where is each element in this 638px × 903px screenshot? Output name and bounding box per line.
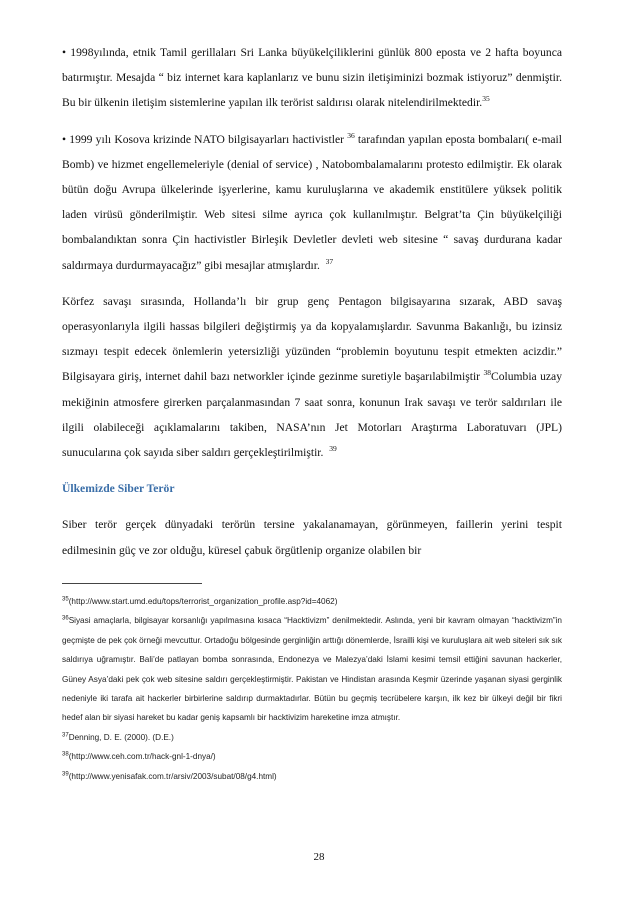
footnote-ref-39[interactable]: 39 <box>329 444 337 454</box>
footnote-ref-38[interactable]: 38 <box>483 368 491 378</box>
footnote-ref-36[interactable]: 36 <box>347 130 355 140</box>
page-number: 28 <box>313 851 325 863</box>
footnote-38: $^{38}$(http://www.ceh.com.tr/hack-gnl-1-dnya/) <box>62 751 216 762</box>
footnote-37: $^{37}$Denning, D. E. (2000). (D.E.) <box>62 732 174 742</box>
paragraph-2: • 1999 yılı Kosova krizinde NATO bilgisayarları hactivistler $^{36}$ tarafından yapılan eposta bombaları( e-mail Bomb) ve hizmet engellemeleriyle (denial of service) , Natobombalamalarını protesto edilmiştir. Ek olarak bütün doğu Avrupa ülkelerinde işyerlerine, kamu kuruluşlarına ve akademik enstitülere yüksek politik laden virüsü gönderilmiştir. Web sitesi silme ayrıca çok kullanılmıştır. Belgrat’ta Çin büyükelçiliği bombalandıktan sonra Çin hactivistler Birleşik Devletler devleti web sitesine “ savaş durdurana kadar saldırmaya durdurmayacağız” gibi mesajlar atmışlardır. $^{37}$ <box>62 130 562 272</box>
paragraph-4: Siber terör gerçek dünyadaki terörün tersine yakalanamayan, görünmeyen, faillerin yerini tespit edilmesinin güç ve zor olduğu, küresel çabuk örgütlenip organize olabilen bir <box>62 518 562 557</box>
paragraph-3: Körfez savaşı sırasında, Hollanda’lı bir grup genç Pentagon bilgisayarına sızarak, ABD savaş operasyonlarıyla ilgili hassas bilgileri değiştirmiş ya da kopyalamışlardır. Savunma Bakanlığı, bu izinsiz sızmayı tespit edecek önlemlerin yetersizliği yüzünden “problemin boyutunu tespit etmekten acizdir.” Bilgisayara giriş, internet dahil bazı networkler içinde gezinme suretiyle başarılabilmiştir $^{38}$Columbia uzay mekiğinin atmosfere girerken parçalanmasından 7 saat sonra, konunun Irak savaşı ve terör saldırıları ile ilgili olabileceği açıklamalarını takiben, NASA’nın Jet Motorları Araştırma Laboratuvarı (JPL) sunucularına çok sayıda siber saldırı gerçekleştirilmiştir. $^{39}$ <box>62 294 562 460</box>
footnote-39: $^{39}$(http://www.yenisafak.com.tr/arsiv/2003/subat/08/g4.html) <box>62 770 277 781</box>
section-heading: Ülkemizde Siber Terör <box>62 482 175 496</box>
footnote-ref-37[interactable]: 37 <box>325 256 334 266</box>
footnote-35: $^{35}$(http://www.start.umd.edu/tops/terrorist_organization_profile.asp?id=4062) <box>62 596 338 606</box>
footnotes <box>62 592 562 786</box>
footnote-separator <box>62 583 202 584</box>
footnote-ref-35[interactable]: 35 <box>482 94 490 104</box>
body-text <box>62 40 562 574</box>
footnote-36: $^{36}$Siyasi amaçlarla, bilgisayar korsanlığı yapılmasına kısaca “Hacktivizm” denilmektedir. Aslında, yeni bir kavram olmayan “hacktivizm”in geçmişte de pek çok örneği mevcuttur. Ortadoğu bölgesinde gerginliğin arttığı dönemlerde, İsrailli kişi ve kuruluşlara ait web siteleri sık sık saldırıya uğramıştır. Bali’de patlayan bomba sonrasında, Endonezya ve Malezya’daki İslami kesimi temsil ettiğini savunan hackerler, Güney Asya’daki pek çok web sitesine saldırı gerçekleştirmiştir. Pakistan ve Hindistan arasında Keşmir üzerinde yaşanan siyasi gerginlik nedeniyle iki tarafa ait hackerler birbirlerine saldırıp durmaktadırlar. Bütün bu geçmiş tecrübelere karşın, ilk kez bir ülkeyi değil bir fikri hedef alan bir siyasi hareket bu kadar geniş kapsamlı bir hacktivizim hareketine imza atmıştır. <box>62 615 562 723</box>
paragraph-1: • 1998yılında, etnik Tamil gerillaları Sri Lanka büyükelçiliklerini günlük 800 eposta ve 2 hafta boyunca batırmıştır. Mesajda “ biz internet kara kaplanlarız ve bunu sizin iletişiminizi bozmak istiyoruz” denmiştir. Bu bir ülkenin iletişim sistemlerine yapılan ilk terörist saldırısı olarak nitelendirilmektedir.$^{35}$ <box>62 46 562 110</box>
